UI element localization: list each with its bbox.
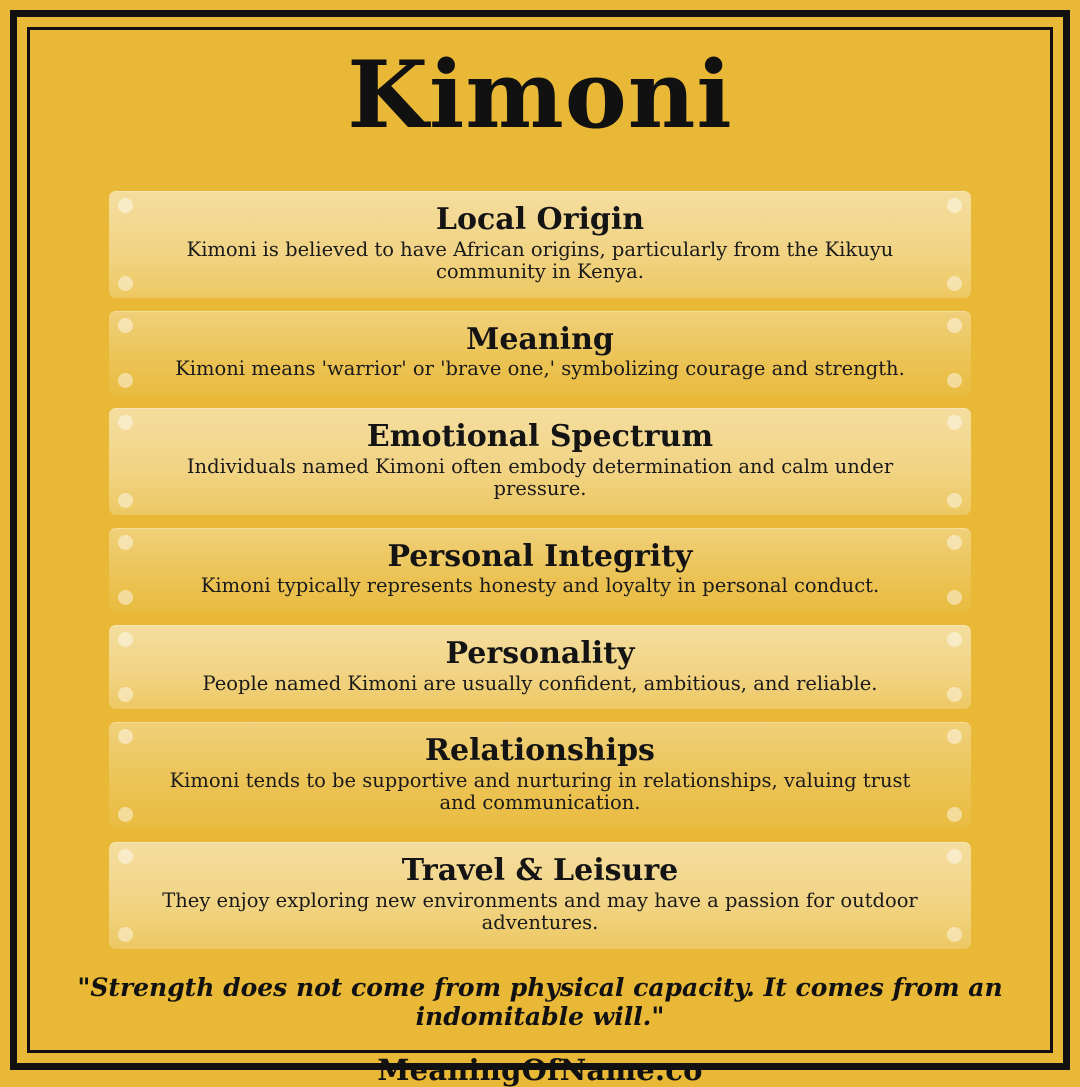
section-title: Emotional Spectrum xyxy=(366,419,714,455)
section-title: Travel & Leisure xyxy=(401,853,679,889)
poster-content xyxy=(34,34,1046,1087)
section-title: Relationships xyxy=(425,733,655,769)
card-dot-icon xyxy=(118,849,133,864)
card-dot-icon xyxy=(118,729,133,744)
page-title: Kimoni xyxy=(347,40,733,149)
card-dot-icon xyxy=(118,927,133,942)
section-card-emotional-spectrum xyxy=(109,408,971,515)
card-dot-icon xyxy=(118,493,133,508)
section-card-personality xyxy=(109,625,971,709)
card-dot-icon xyxy=(947,632,962,647)
card-dot-icon xyxy=(118,807,133,822)
card-dot-icon xyxy=(947,849,962,864)
section-card-local-origin xyxy=(109,191,971,298)
card-dot-icon xyxy=(118,590,133,605)
card-dot-icon xyxy=(118,198,133,213)
card-dot-icon xyxy=(947,415,962,430)
card-dot-icon xyxy=(118,687,133,702)
card-dot-icon xyxy=(947,687,962,702)
card-dot-icon xyxy=(947,535,962,550)
card-dot-icon xyxy=(947,729,962,744)
card-dot-icon xyxy=(118,276,133,291)
section-text: Individuals named Kimoni often embody determination and calm under pressure. xyxy=(186,454,894,501)
section-title: Meaning xyxy=(466,321,614,357)
section-card-personal-integrity xyxy=(109,528,971,612)
section-card-meaning xyxy=(109,311,971,395)
sections-list xyxy=(34,191,1046,962)
section-card-relationships xyxy=(109,722,971,829)
card-dot-icon xyxy=(118,632,133,647)
section-text: Kimoni typically represents honesty and loyalty in personal conduct. xyxy=(200,574,880,598)
card-dot-icon xyxy=(118,415,133,430)
card-dot-icon xyxy=(947,927,962,942)
section-title: Personal Integrity xyxy=(387,538,693,574)
card-dot-icon xyxy=(947,807,962,822)
card-dot-icon xyxy=(118,373,133,388)
card-dot-icon xyxy=(947,493,962,508)
quote-text: "Strength does not come from physical capacity. It comes from an indomitable will." xyxy=(77,972,1003,1031)
card-dot-icon xyxy=(947,276,962,291)
section-text: Kimoni is believed to have African origins, particularly from the Kikuyu community in Kenya. xyxy=(186,237,894,284)
card-dot-icon xyxy=(947,590,962,605)
section-text: Kimoni means 'warrior' or 'brave one,' symbolizing courage and strength. xyxy=(175,357,905,381)
card-dot-icon xyxy=(947,198,962,213)
card-dot-icon xyxy=(118,535,133,550)
section-title: Local Origin xyxy=(435,202,645,237)
section-text: People named Kimoni are usually confident, ambitious, and reliable. xyxy=(202,671,878,695)
card-dot-icon xyxy=(947,373,962,388)
brand-footer: MeaningOfName.co xyxy=(377,1053,703,1087)
section-title: Personality xyxy=(445,636,635,672)
section-text: Kimoni tends to be supportive and nurturing in relationships, valuing trust and communication. xyxy=(169,768,911,815)
section-text: They enjoy exploring new environments and may have a passion for outdoor adventures. xyxy=(162,888,918,935)
card-dot-icon xyxy=(947,318,962,333)
section-card-travel-leisure xyxy=(109,842,971,949)
card-dot-icon xyxy=(118,318,133,333)
